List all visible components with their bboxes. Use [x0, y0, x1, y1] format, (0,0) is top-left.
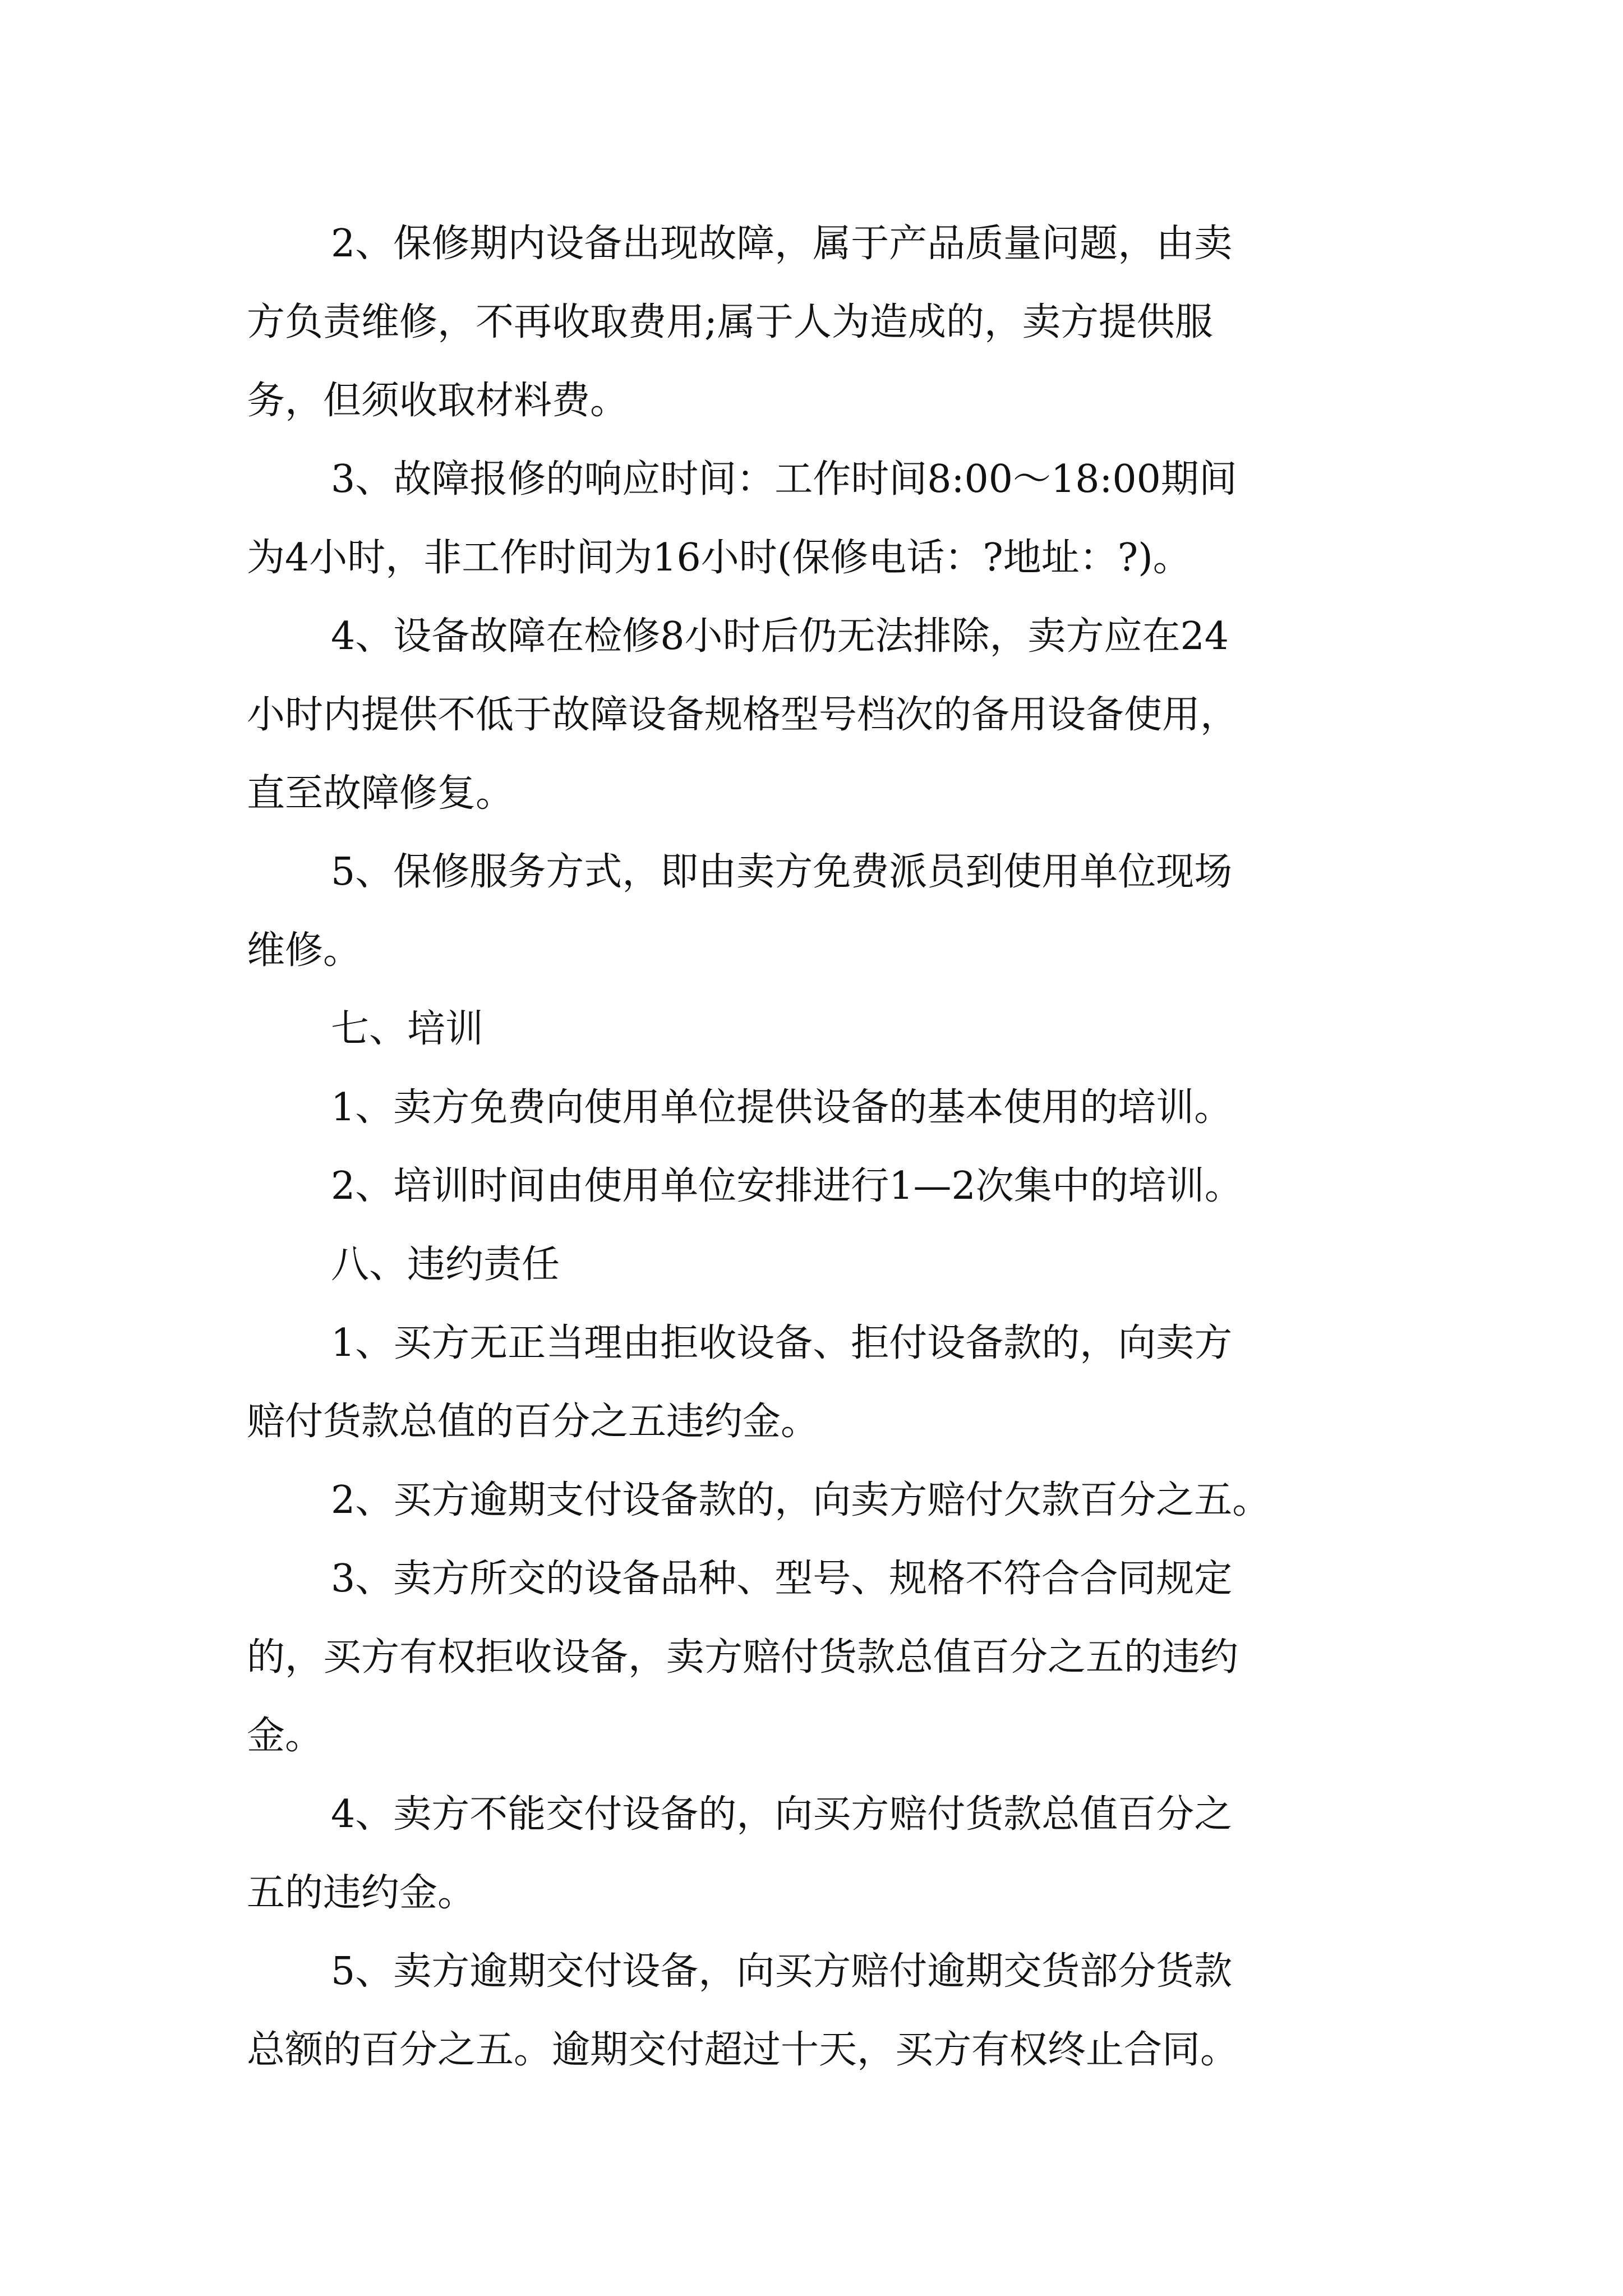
paragraph-line: 5、保修服务方式，即由卖方免费派员到使用单位现场 [331, 850, 1233, 894]
paragraph-line: 3、卖方所交的设备品种、型号、规格不符合合同规定 [331, 1557, 1233, 1601]
paragraph-line: 直至故障修复。 [247, 771, 514, 816]
paragraph-line: 4、设备故障在检修8小时后仍无法排除，卖方应在24 [331, 614, 1229, 659]
section-heading: 七、培训 [331, 1007, 484, 1051]
paragraph-line: 为4小时，非工作时间为16小时(保修电话：?地址：?)。 [247, 536, 1191, 580]
paragraph-line: 5、卖方逾期交付设备，向买方赔付逾期交货部分货款 [331, 1949, 1233, 1994]
paragraph-line: 务，但须收取材料费。 [247, 379, 629, 423]
paragraph-line: 赔付货款总值的百分之五违约金。 [247, 1400, 819, 1444]
paragraph-line: 2、培训时间由使用单位安排进行1—2次集中的培训。 [331, 1164, 1243, 1208]
paragraph-line: 1、买方无正当理由拒收设备、拒付设备款的，向卖方 [331, 1321, 1233, 1365]
paragraph-line: 2、保修期内设备出现故障，属于产品质量问题，由卖 [331, 222, 1233, 266]
paragraph-line: 的，买方有权拒收设备，卖方赔付货款总值百分之五的违约 [247, 1635, 1239, 1680]
paragraph-line: 五的违约金。 [247, 1871, 476, 1915]
paragraph-line: 4、卖方不能交付设备的，向买方赔付货款总值百分之 [331, 1792, 1233, 1837]
paragraph-line: 1、卖方免费向使用单位提供设备的基本使用的培训。 [331, 1085, 1233, 1130]
paragraph-line: 2、买方逾期支付设备款的，向卖方赔付欠款百分之五。 [331, 1478, 1271, 1522]
paragraph-line: 3、故障报修的响应时间：工作时间8:00～18:00期间 [331, 457, 1237, 501]
paragraph-line: 金。 [247, 1714, 324, 1758]
paragraph-line: 小时内提供不低于故障设备规格型号档次的备用设备使用， [247, 693, 1239, 737]
paragraph-line: 总额的百分之五。逾期交付超过十天，买方有权终止合同。 [247, 2028, 1239, 2072]
paragraph-line: 方负责维修，不再收取费用;属于人为造成的，卖方提供服 [247, 300, 1213, 344]
paragraph-line: 维修。 [247, 928, 362, 973]
section-heading: 八、违约责任 [331, 1243, 560, 1287]
